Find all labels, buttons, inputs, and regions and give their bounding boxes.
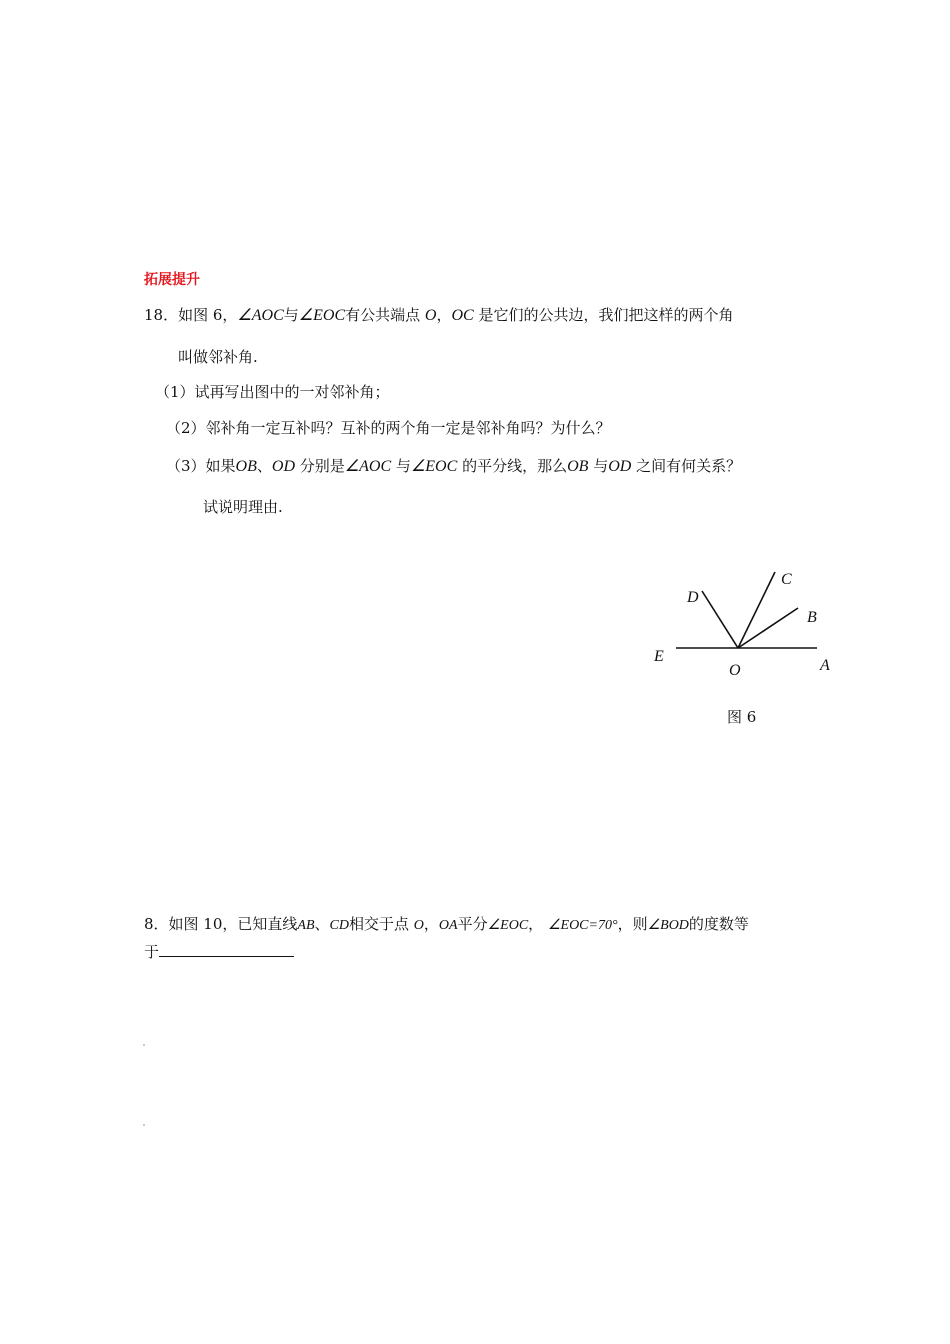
q8-text-b: 相交于点: [348, 915, 409, 933]
angle-aoc: ∠AOC: [237, 307, 284, 324]
q18-text-a: 有公共端点: [345, 306, 421, 324]
scan-dot: [143, 1124, 145, 1126]
q18-sep: 、: [256, 457, 272, 475]
q8-angle-eoc-value: ∠EOC=70°: [547, 918, 618, 933]
point-o: O: [424, 307, 437, 324]
ray-od: OD: [271, 458, 295, 475]
ray-oa: OA: [438, 918, 458, 933]
q18-comma: ，: [436, 306, 452, 324]
q8-line1: [144, 914, 749, 936]
line-ab: AB: [297, 918, 315, 933]
q18-part1: （1）试再写出图中的一对邻补角；: [155, 383, 390, 401]
q8-angle-bod: ∠BOD: [647, 918, 689, 933]
label-a: A: [820, 657, 830, 674]
q18-part3-a: （3）如果: [166, 457, 236, 475]
scan-dot: [143, 1044, 145, 1046]
q8-line2: [144, 942, 294, 962]
q18-text-b: 是它们的公共边，我们把这样的两个角: [478, 306, 734, 324]
label-c: C: [781, 571, 792, 588]
q8-comma2: ，: [528, 915, 544, 933]
q8-comma: ，: [423, 915, 439, 933]
label-d: D: [687, 589, 699, 606]
q18-part3-c: 的平分线，那么: [462, 457, 568, 475]
angle-eoc-2: ∠EOC: [410, 458, 458, 475]
answer-blank[interactable]: [159, 942, 294, 957]
ray-od-line: [702, 591, 738, 648]
line-cd: CD: [329, 918, 349, 933]
angle-eoc: ∠EOC: [298, 307, 346, 324]
q8-text-a: 8．如图 10，已知直线: [144, 915, 298, 933]
q18-and: 与: [283, 306, 299, 324]
figure-6: [640, 560, 840, 690]
figure-6-caption: 图 6: [727, 708, 757, 726]
q18-part3-d: 与: [593, 457, 609, 475]
q8-text-c: 平分: [457, 915, 488, 933]
q18-part3: [166, 456, 741, 477]
q18-and-2: 与: [395, 457, 411, 475]
label-o: O: [729, 662, 741, 679]
q18-line1: [144, 305, 734, 326]
q8-sep: 、: [314, 915, 330, 933]
q8-angle-eoc: ∠EOC: [487, 918, 529, 933]
q18-line2: 叫做邻补角.: [178, 348, 258, 366]
ray-ob: OB: [235, 458, 257, 475]
ray-oc: OC: [451, 307, 474, 324]
q8-text-d: ，则: [617, 915, 648, 933]
ray-ob-2: OB: [567, 458, 589, 475]
q18-part3-e: 之间有何关系？: [636, 457, 742, 475]
q18-number: 18．如图 6，: [144, 306, 238, 324]
label-e: E: [654, 648, 664, 665]
label-b: B: [807, 609, 817, 626]
q8-text-e: 的度数等: [688, 915, 749, 933]
q18-part2: （2）邻补角一定互补吗？互补的两个角一定是邻补角吗？为什么？: [166, 419, 611, 437]
q8-line2-text: 于: [144, 943, 160, 961]
section-heading: 拓展提升: [144, 272, 200, 288]
angle-aoc-2: ∠AOC: [344, 458, 392, 475]
q8-point-o: O: [413, 918, 424, 933]
q18-part3-b: 分别是: [299, 457, 345, 475]
q18-part3-line2: 试说明理由.: [203, 498, 283, 516]
ray-od-2: OD: [608, 458, 632, 475]
